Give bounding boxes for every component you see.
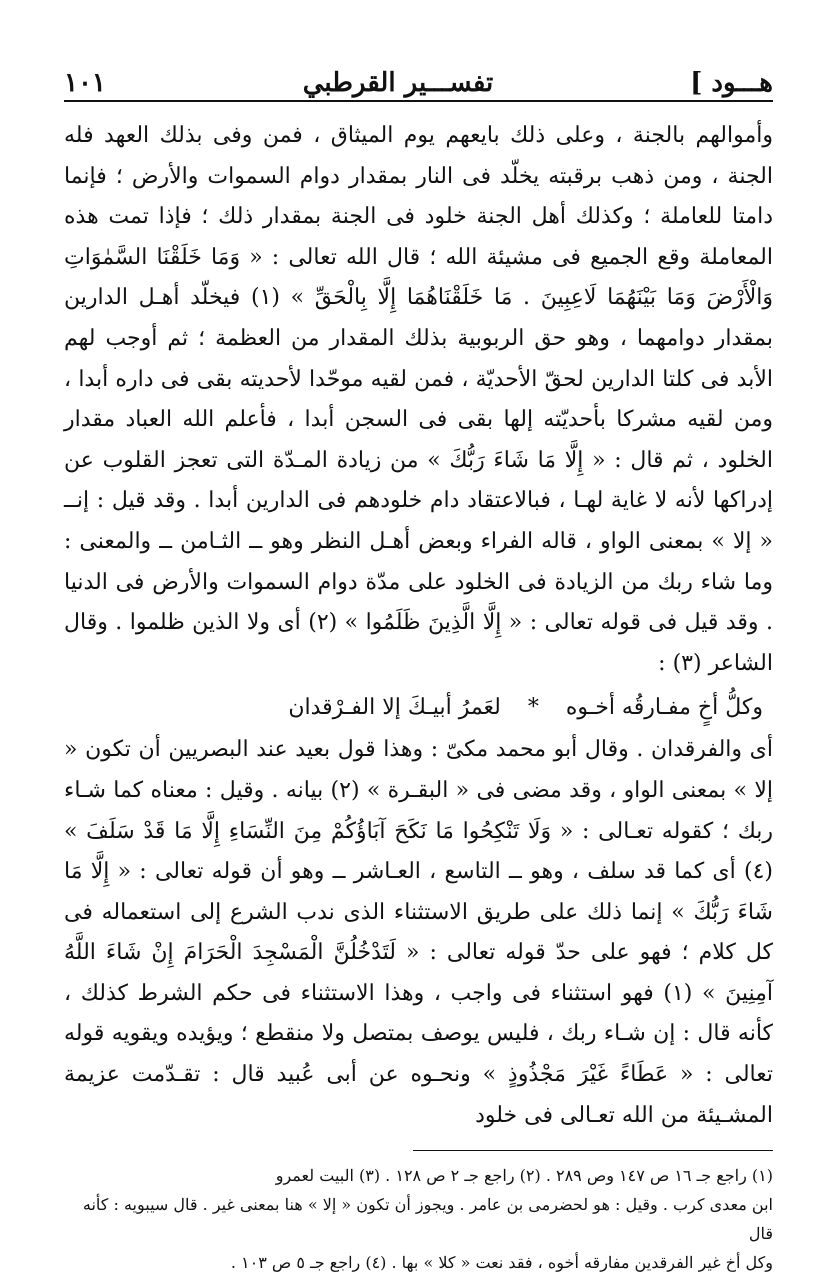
footnote-line: وكل أخ غير الفرقدين مفارقه أخوه ، فقد نعت « كلا » بها . (٤) راجع جـ ٥ ص ١٠٣ . (230, 1253, 773, 1273)
footnotes (64, 1161, 773, 1277)
footnote-line: ابن معدى كرب . وقيل : هو لحضرمى بن عامر . ويجوز أن تكون « إلا » هنا بمعنى غير . قال سيبويه : كأنه قال (82, 1195, 773, 1244)
paragraph-1: وأموالهم بالجنة ، وعلى ذلك بايعهم يوم الميثاق ، فمن وفى بذلك العهد فله الجنة ، ومن ذهب برقبته يخلّد فى النار بمقدار دوام السموات والأرض ؛ فإنما دامتا للعاملة ؛ وكذلك أهل الجنة خلود فى الجنة بمقدار ذلك ؛ فإذا تمت هذه المعاملة وقع الجميع فى مشيئة الله ؛ قال الله تعالى : « وَمَا خَلَقْنَا السَّمٰوَاتِ وَالْأَرْضَ وَمَا بَيْنَهُمَا لَاعِبِينَ . مَا خَلَقْنَاهُمَا إِلَّا بِالْحَقِّ » (١) فيخلّد أهـل الدارين بمقدار دوامهما ، وهو حق الربوبية بذلك المقدار من العظمة ؛ ثم أوجب لهم الأبد فى كلتا الدارين لحقّ الأحديّة ، فمن لقيه موحّدا لأحديته بقى فى داره أبدا ، ومن لقيه مشركا بأحديّته إلها بقى فى السجن أبدا ، فأعلم الله العباد مقدار الخلود ، ثم قال : « إِلَّا مَا شَاءَ رَبُّكَ » من زيادة المـدّة التى تعجز القلوب عن إدراكها لأنه لا غاية لهـا ، فبالاعتقاد دام خلودهم فى الدارين أبدا . وقد قيل : إنــ « إلا » بمعنى الواو ، قاله الفراء وبعض أهـل النظر وهو ــ الثـامن ــ والمعنى : وما شاء ربك من الزيادة فى الخلود على مدّة دوام السموات والأرض فى الدنيا . وقد قيل فى قوله تعالى : « إِلَّا الَّذِينَ ظَلَمُوا » (٢) أى ولا الذين ظلموا . وقال الشاعر (٣) : (64, 123, 773, 676)
book-title: تفســـير القرطبي (302, 68, 494, 98)
surah-name: هـــود ] (690, 68, 773, 98)
footnote-rule (413, 1150, 773, 1151)
poetry-verse (64, 688, 773, 728)
main-text (64, 116, 773, 1136)
verse-hemistich-left: لعَمرُ أبيـكَ إلا الفـرْقدان (288, 695, 501, 721)
footnote-line: (١) راجع جـ ١٦ ص ١٤٧ وص ٢٨٩ . (٢) راجع جـ ٢ ص ١٢٨ . (٣) البيت لعمرو (275, 1166, 773, 1186)
page-number: ١٠١ (64, 68, 106, 98)
verse-hemistich-right: وكلُّ أخٍ مفـارقُه أخـوه (565, 695, 763, 721)
paragraph-2: أى والفرقدان . وقال أبو محمد مكىّ : وهذا قول بعيد عند البصريين أن تكون « إلا » بمعنى الواو ، وقد مضى فى « البقـرة » (٢) بيانه . وقيل : معناه كما شـاء ربك ؛ كقوله تعـالى : « وَلَا تَنْكِحُوا مَا نَكَحَ آبَاؤُكُمْ مِنَ النِّسَاءِ إِلَّا مَا قَدْ سَلَفَ » (٤) أى كما قد سلف ، وهو ــ التاسع ، العـاشر ــ وهو أن قوله تعالى : « إِلَّا مَا شَاءَ رَبُّكَ » إنما ذلك على طريق الاستثناء الذى ندب الشرع إلى استعماله فى كل كلام ؛ فهو على حدّ قوله تعالى : « لَتَدْخُلُنَّ الْمَسْجِدَ الْحَرَامَ إِنْ شَاءَ اللَّهُ آمِنِينَ » (١) فهو استثناء فى واجب ، وهذا الاستثناء فى حكم الشرط كذلك ، كأنه قال : إن شـاء ربك ، فليس يوصف بمتصل ولا منقطع ؛ ويؤيده ويقويه قوله تعالى : « عَطَاءً غَيْرَ مَجْذُوذٍ » ونحـوه عن أبى عُبيد قال : تقـدّمت عزيمة المشـيئة من الله تعـالى فى خلود (64, 737, 774, 1128)
verse-separator: * (527, 695, 539, 721)
page-header (64, 52, 773, 96)
header-rule (64, 100, 773, 102)
